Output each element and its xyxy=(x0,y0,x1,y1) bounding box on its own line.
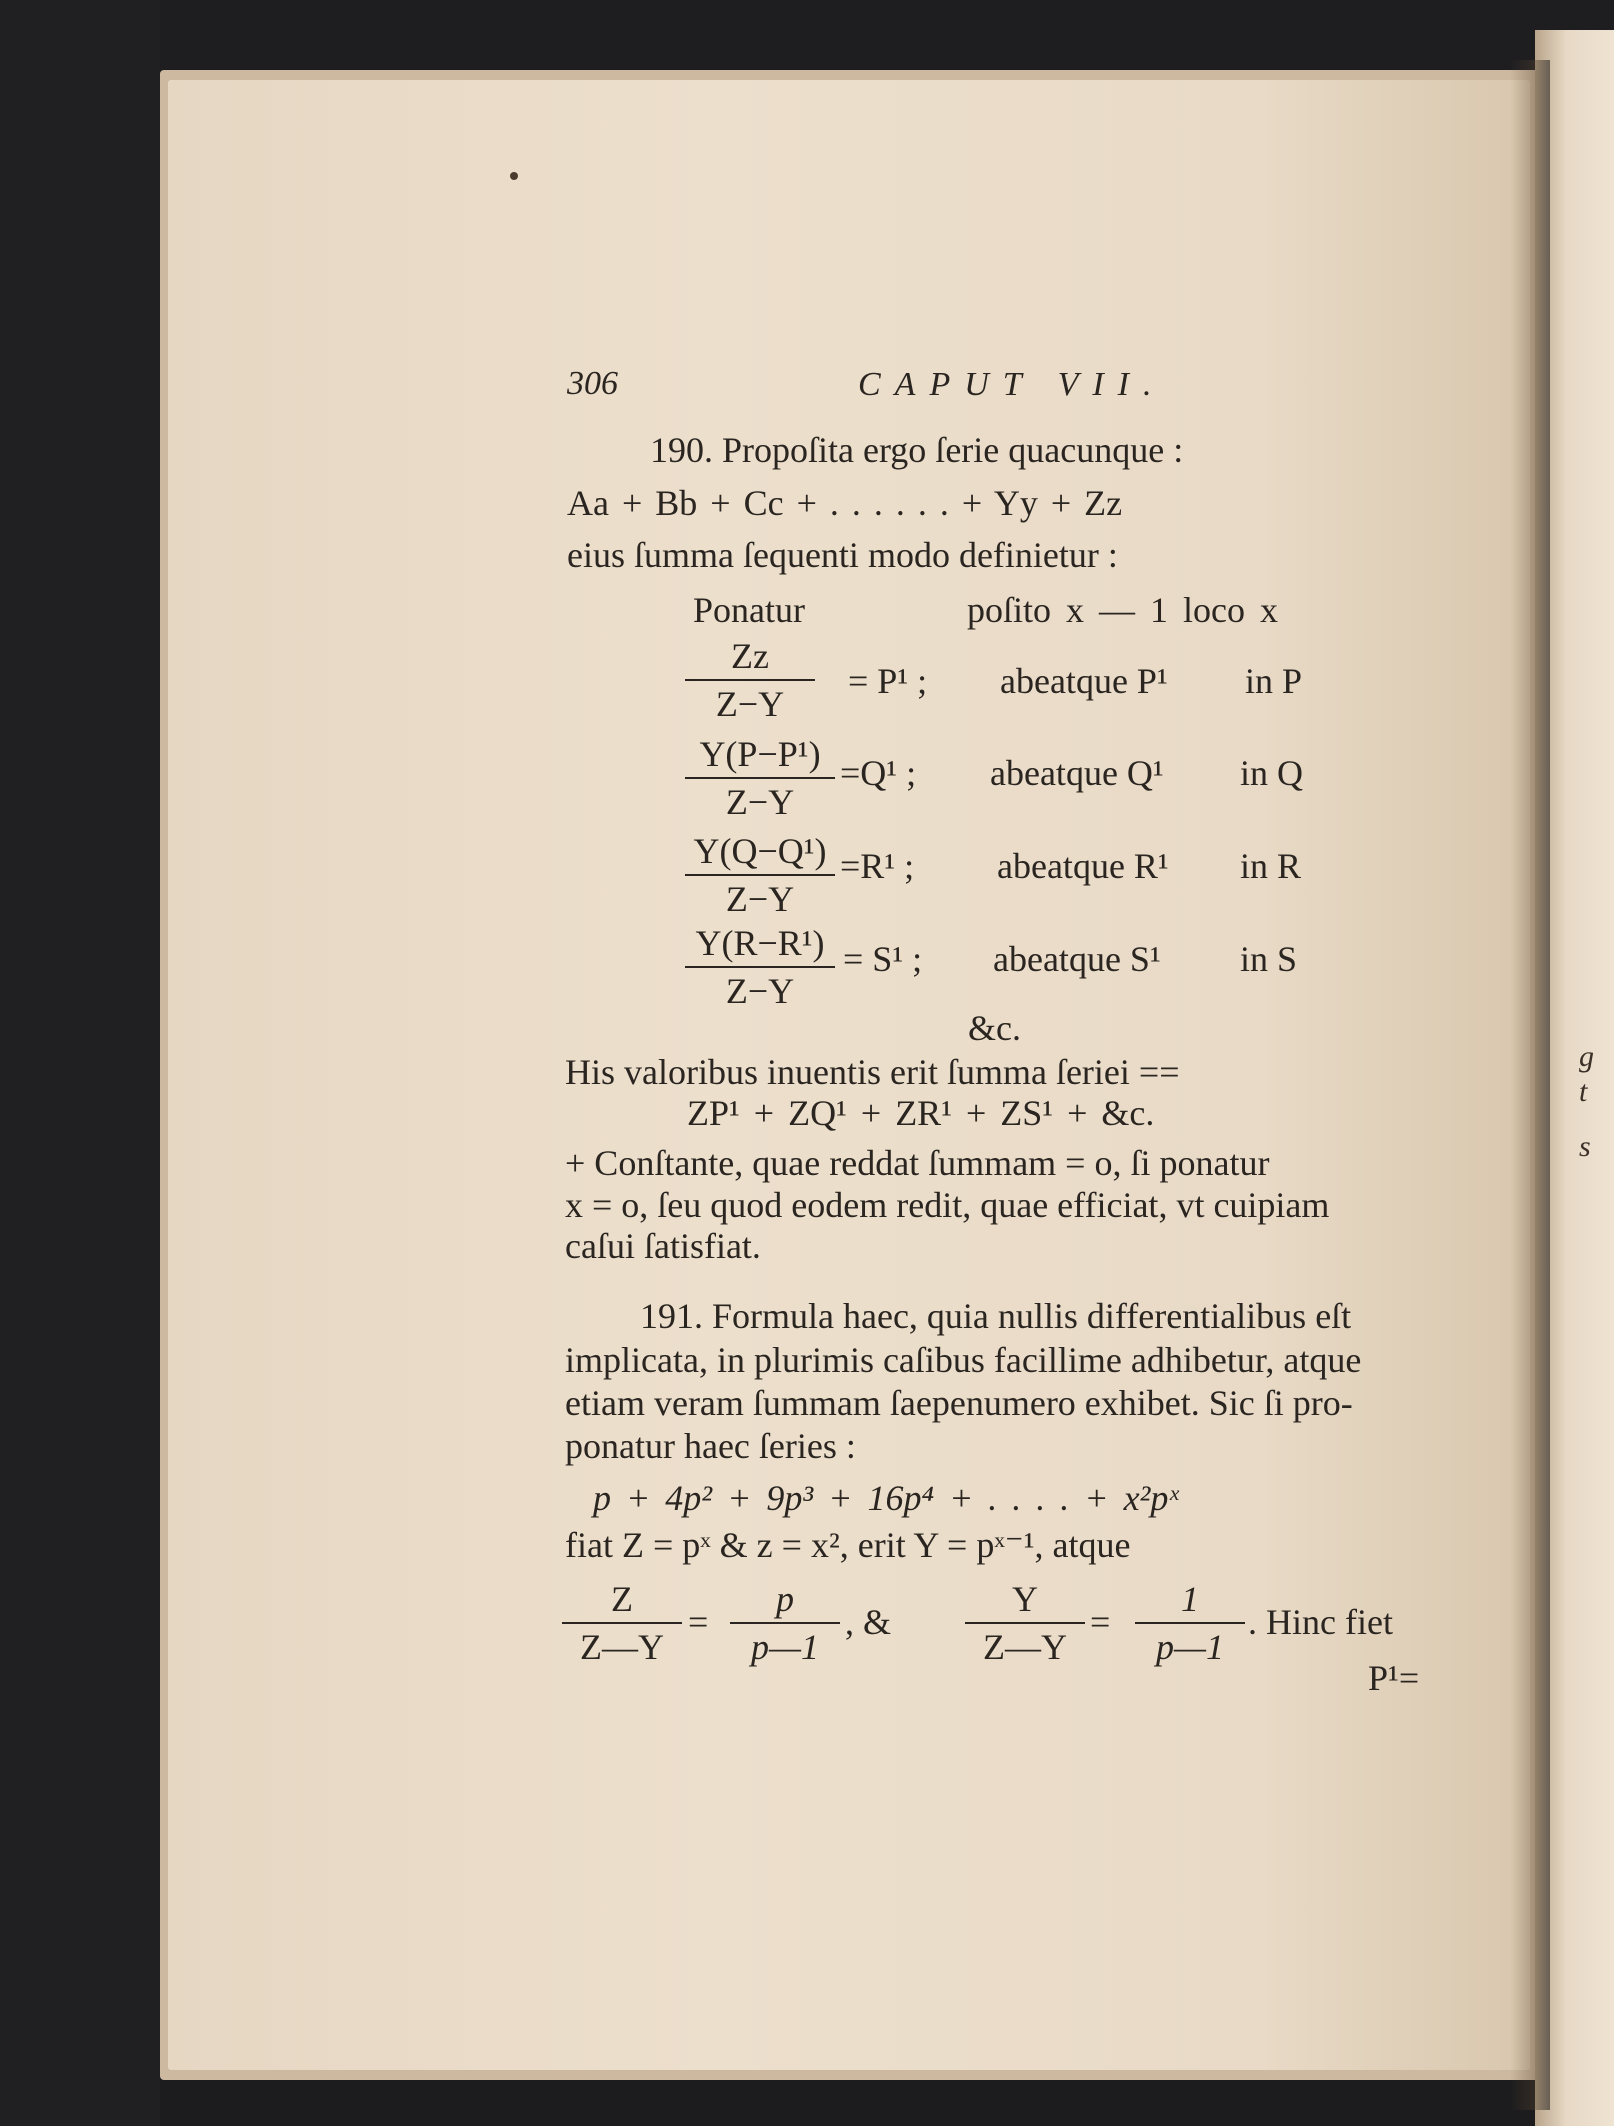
ink-spot xyxy=(510,172,518,180)
fraction-denominator: Z−Y xyxy=(715,684,785,724)
equals-sign: = xyxy=(688,1602,709,1642)
fraction xyxy=(685,635,815,725)
page-gutter-shadow xyxy=(1510,60,1550,2110)
text-line: His valoribus inuentis erit ſumma ſeriei == xyxy=(565,1052,1180,1092)
page-number: 306 xyxy=(567,365,618,402)
facing-page-fragment: g xyxy=(1579,1040,1594,1073)
in-text: in S xyxy=(1240,939,1298,979)
text-line: eius ſumma ſequenti modo definietur : xyxy=(567,535,1118,575)
fraction-denominator: Z—Y xyxy=(983,1627,1067,1667)
fraction xyxy=(965,1578,1085,1668)
text-line: x = o, ſeu quod eodem redit, quae efficiat, vt cuipiam xyxy=(565,1185,1330,1225)
fraction-numerator: p xyxy=(776,1579,794,1619)
fraction-denominator: Z−Y xyxy=(725,971,795,1011)
fraction-numerator: Z xyxy=(611,1579,633,1619)
fraction-numerator: Y(P−P¹) xyxy=(699,734,821,774)
fraction-numerator: Y(Q−Q¹) xyxy=(693,831,827,871)
fraction-denominator: Z−Y xyxy=(725,782,795,822)
equals-sign: = xyxy=(1090,1602,1111,1642)
text-line: caſui ſatisfiat. xyxy=(565,1226,761,1266)
fraction-bar xyxy=(965,1622,1085,1624)
in-text: in Q xyxy=(1240,753,1303,793)
comma-ampersand: , & xyxy=(845,1602,892,1642)
abeatque-text: abeatque R¹ xyxy=(997,846,1169,886)
fraction-denominator: p—1 xyxy=(1155,1627,1224,1667)
abeatque-text: abeatque S¹ xyxy=(993,939,1161,979)
fraction xyxy=(685,733,835,823)
paragraph-191-line: 191. Formula haec, quia nullis differentialibus eſt xyxy=(640,1296,1352,1336)
equation-rhs: =Q¹ ; xyxy=(840,753,917,793)
catchword: P¹= xyxy=(1368,1658,1420,1698)
column-label-posito: poſito x — 1 loco x xyxy=(967,590,1278,630)
text-line: + Conſtante, quae reddat ſummam = o, ſi ponatur xyxy=(565,1143,1270,1183)
fraction-bar xyxy=(1135,1622,1245,1624)
scan-background-top xyxy=(0,0,1614,75)
equation-rhs: = P¹ ; xyxy=(848,661,928,701)
etc-text: &c. xyxy=(968,1008,1021,1048)
paragraph-191-line: ponatur haec ſeries : xyxy=(565,1426,856,1466)
fraction-bar xyxy=(685,679,815,681)
fraction xyxy=(685,922,835,1012)
fraction-numerator: Y xyxy=(1012,1579,1038,1619)
sum-series-formula: ZP¹ + ZQ¹ + ZR¹ + ZS¹ + &c. xyxy=(687,1093,1155,1133)
fraction-numerator: Y(R−R¹) xyxy=(695,923,825,963)
paragraph-191-line: etiam veram ſummam ſaepenumero exhibet. Sic ſi pro- xyxy=(565,1383,1353,1423)
text-line: . Hinc fiet xyxy=(1248,1602,1393,1642)
fraction-bar xyxy=(730,1622,840,1624)
facing-page-fragment: t xyxy=(1579,1075,1588,1108)
fraction-bar xyxy=(685,777,835,779)
fraction-numerator: Zz xyxy=(731,636,769,676)
in-text: in P xyxy=(1245,661,1303,701)
fraction-numerator: 1 xyxy=(1181,1579,1199,1619)
fraction xyxy=(562,1578,682,1668)
column-label-ponatur: Ponatur xyxy=(693,590,805,630)
running-header: CAPUT VII. xyxy=(858,366,1166,403)
abeatque-text: abeatque P¹ xyxy=(1000,661,1168,701)
fraction-bar xyxy=(685,874,835,876)
facing-page-fragment: s xyxy=(1579,1130,1591,1163)
text-line: fiat Z = pˣ & z = x², erit Y = pˣ⁻¹, atque xyxy=(565,1525,1131,1565)
equation-rhs: =R¹ ; xyxy=(840,846,915,886)
fraction xyxy=(1135,1578,1245,1668)
paragraph-190-intro: 190. Propoſita ergo ſerie quacunque : xyxy=(650,430,1184,470)
paragraph-191-line: implicata, in plurimis caſibus facillime adhibetur, atque xyxy=(565,1340,1362,1380)
in-text: in R xyxy=(1240,846,1302,886)
fraction xyxy=(685,830,835,920)
equation-rhs: = S¹ ; xyxy=(843,939,923,979)
fraction-bar xyxy=(685,966,835,968)
fraction xyxy=(730,1578,840,1668)
scan-background-left xyxy=(0,0,160,2126)
abeatque-text: abeatque Q¹ xyxy=(990,753,1164,793)
fraction-denominator: Z—Y xyxy=(580,1627,664,1667)
fraction-denominator: Z−Y xyxy=(725,879,795,919)
fraction-bar xyxy=(562,1622,682,1624)
series-formula: Aa + Bb + Cc + . . . . . . + Yy + Zz xyxy=(567,483,1123,523)
fraction-denominator: p—1 xyxy=(750,1627,819,1667)
example-series-formula: p + 4p² + 9p³ + 16p⁴ + . . . . + x²pˣ xyxy=(593,1478,1179,1518)
